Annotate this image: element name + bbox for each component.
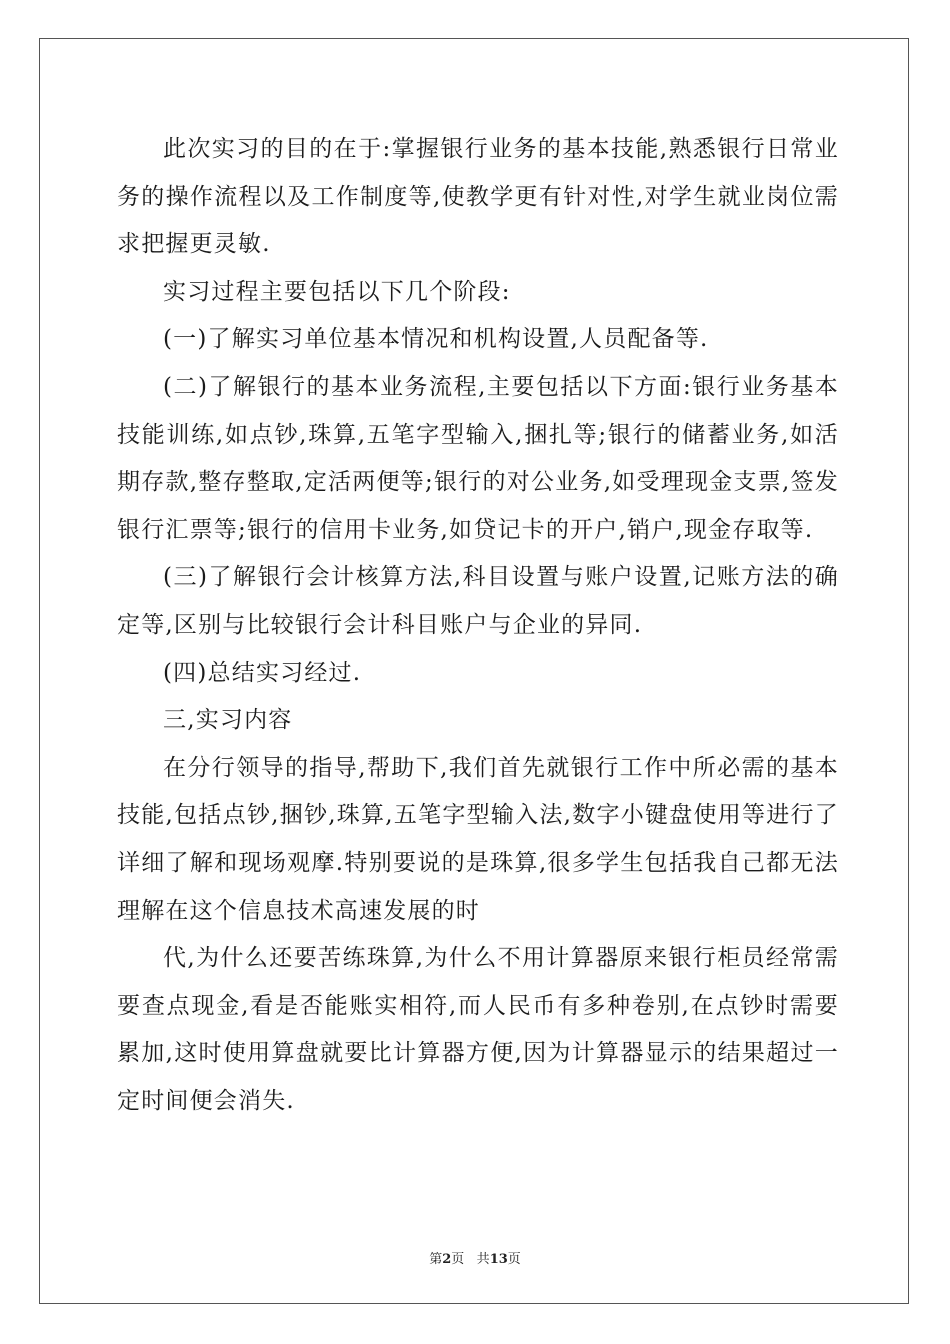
paragraph-stages-intro: 实习过程主要包括以下几个阶段: — [163, 278, 511, 305]
section-heading-content: 三,实习内容 — [163, 707, 293, 734]
total-prefix: 共 — [476, 1252, 490, 1267]
page-total: 13 — [489, 1252, 508, 1267]
paragraph-stage-2: (二)了解银行的基本业务流程,主要包括以下方面:银行业务基本技能训练,如点钞,珠算,五笔字型输入,捆扎等;银行的储蓄业务,如活期存款,整存整取,定活两便等;银行的对公业务,如受理现金支票,签发银行汇票等;银行的信用卡业务,如贷记卡的开户,销户,现金存取等. — [117, 373, 839, 543]
document-body — [117, 126, 839, 1125]
page-suffix: 页 — [451, 1252, 465, 1267]
paragraph-stage-1: (一)了解实习单位基本情况和机构设置,人员配备等. — [163, 326, 709, 353]
paragraph-content-1: 在分行领导的指导,帮助下,我们首先就银行工作中所必需的基本技能,包括点钞,捆钞,珠算,五笔字型输入法,数字小键盘使用等进行了详细了解和现场观摩.特别要说的是珠算,很多学生包括我自己都无法理解在这个信息技术高速发展的时 — [117, 754, 839, 924]
paragraph-content-2: 代,为什么还要苦练珠算,为什么不用计算器原来银行柜员经常需要查点现金,看是否能账实相符,而人民币有多种卷别,在点钞时需要累加,这时使用算盘就要比计算器方便,因为计算器显示的结果超过一定时间便会消失. — [117, 945, 839, 1114]
page-footer — [0, 1248, 950, 1267]
paragraph-purpose: 此次实习的目的在于:掌握银行业务的基本技能,熟悉银行日常业务的操作流程以及工作制度等,使教学更有针对性,对学生就业岗位需求把握更灵敏. — [117, 136, 839, 258]
page-current: 2 — [442, 1252, 452, 1267]
total-suffix: 页 — [507, 1252, 521, 1267]
paragraph-stage-4: (四)总结实习经过. — [163, 659, 362, 686]
paragraph-stage-3: (三)了解银行会计核算方法,科目设置与账户设置,记账方法的确定等,区别与比较银行会计科目账户与企业的异同. — [117, 564, 839, 638]
page-prefix: 第 — [429, 1252, 443, 1267]
